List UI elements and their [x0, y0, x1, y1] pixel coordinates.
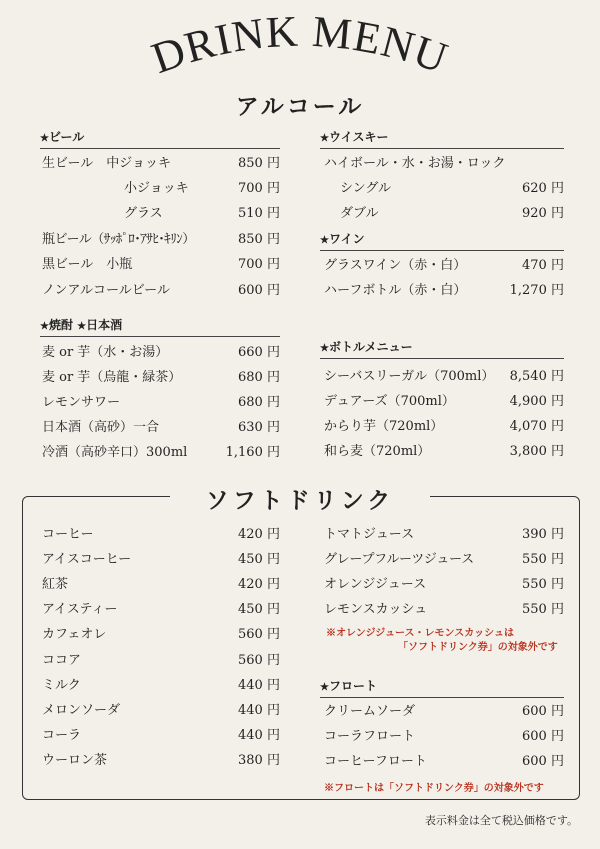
star-icon: ★	[40, 321, 49, 332]
menu-item: アイスティー 450 円	[42, 602, 280, 617]
menu-item: 生ビール 中ジョッキ 850 円	[42, 156, 280, 171]
menu-item: 日本酒（高砂）一合 630 円	[42, 420, 280, 435]
menu-item: ハーフボトル（赤・白） 1,270 円	[324, 283, 564, 298]
menu-item: ココア 560 円	[42, 653, 280, 668]
soft-drink-note-line2: 「ソフトドリンク券」の対象外です	[398, 642, 558, 653]
star-icon: ★	[320, 133, 329, 144]
menu-title-text: DRINK MENU	[145, 6, 455, 84]
menu-item: ダブル 920 円	[340, 206, 564, 221]
float-note: ※フロートは「ソフトドリンク券」の対象外です	[324, 783, 544, 794]
star-icon: ★	[77, 321, 87, 332]
menu-item: オレンジジュース 550 円	[324, 577, 564, 592]
star-icon: ★	[320, 343, 329, 354]
menu-item: 和ら麦（720ml） 3,800 円	[324, 444, 564, 459]
menu-item: 麦 or 芋（烏龍・緑茶） 680 円	[42, 370, 280, 385]
float-section-header: ★フロート	[320, 677, 564, 698]
menu-item: コーラ 440 円	[42, 728, 280, 743]
menu-item: コーヒー 420 円	[42, 527, 280, 542]
whisky-section-header: ★ウイスキー	[320, 128, 564, 149]
menu-item: 麦 or 芋（水・お湯） 660 円	[42, 345, 280, 360]
beer-section-header	[40, 128, 280, 149]
menu-item: グレープフルーツジュース 550 円	[324, 552, 564, 567]
menu-item: コーヒーフロート 600 円	[324, 754, 564, 769]
menu-item: ウーロン茶 380 円	[42, 753, 280, 768]
star-icon: ★	[320, 682, 329, 693]
bottle-section-header: ★ボトルメニュー	[320, 338, 564, 359]
menu-item: 瓶ビール（ｻｯﾎﾟﾛ･ｱｻﾋ･ｷﾘﾝ） 850 円	[42, 232, 280, 247]
menu-item: クリームソーダ 600 円	[324, 704, 564, 719]
soft-drink-note-line1: ※オレンジジュース・レモンスカッシュは	[326, 628, 514, 639]
soft-drink-section-title: ソフトドリンク	[170, 482, 430, 515]
menu-item: グラスワイン（赤・白） 470 円	[324, 258, 564, 273]
menu-item: アイスコーヒー 450 円	[42, 552, 280, 567]
wine-section-header: ★ワイン	[320, 230, 564, 251]
menu-item: ハイボール・水・お湯・ロック	[324, 156, 506, 171]
menu-item: デュアーズ（700ml） 4,900 円	[324, 394, 564, 409]
menu-item: ミルク 440 円	[42, 678, 280, 693]
tax-note: 表示料金は全て税込価格です。	[424, 814, 578, 827]
alcohol-section-title: アルコール	[235, 93, 365, 120]
menu-item: カフェオレ 560 円	[42, 627, 280, 642]
star-icon: ★	[40, 133, 49, 144]
menu-item: レモンサワー 680 円	[42, 395, 280, 410]
menu-item: コーラフロート 600 円	[324, 729, 564, 744]
menu-item: 冷酒（高砂辛口）300ml 1,160 円	[42, 445, 280, 460]
menu-title	[0, 0, 600, 95]
menu-item: メロンソーダ 440 円	[42, 703, 280, 718]
shochu-section-header: ★焼酎 ★日本酒	[40, 316, 280, 337]
menu-item: 小ジョッキ 700 円	[124, 181, 280, 196]
menu-item: グラス 510 円	[124, 206, 280, 221]
menu-item: からり芋（720ml） 4,070 円	[324, 419, 564, 434]
beer-heading: ビール	[48, 130, 85, 144]
menu-item: シーバスリーガル（700ml） 8,540 円	[324, 369, 564, 384]
menu-item: 黒ビール 小瓶 700 円	[42, 257, 280, 272]
menu-item: ノンアルコールビール 600 円	[42, 283, 280, 298]
star-icon: ★	[320, 235, 329, 246]
menu-item: 紅茶 420 円	[42, 577, 280, 592]
svg-text:DRINK MENU	[146, 7, 455, 83]
menu-item: レモンスカッシュ 550 円	[324, 602, 564, 617]
menu-item: トマトジュース 390 円	[324, 527, 564, 542]
menu-item: シングル 620 円	[340, 181, 564, 196]
